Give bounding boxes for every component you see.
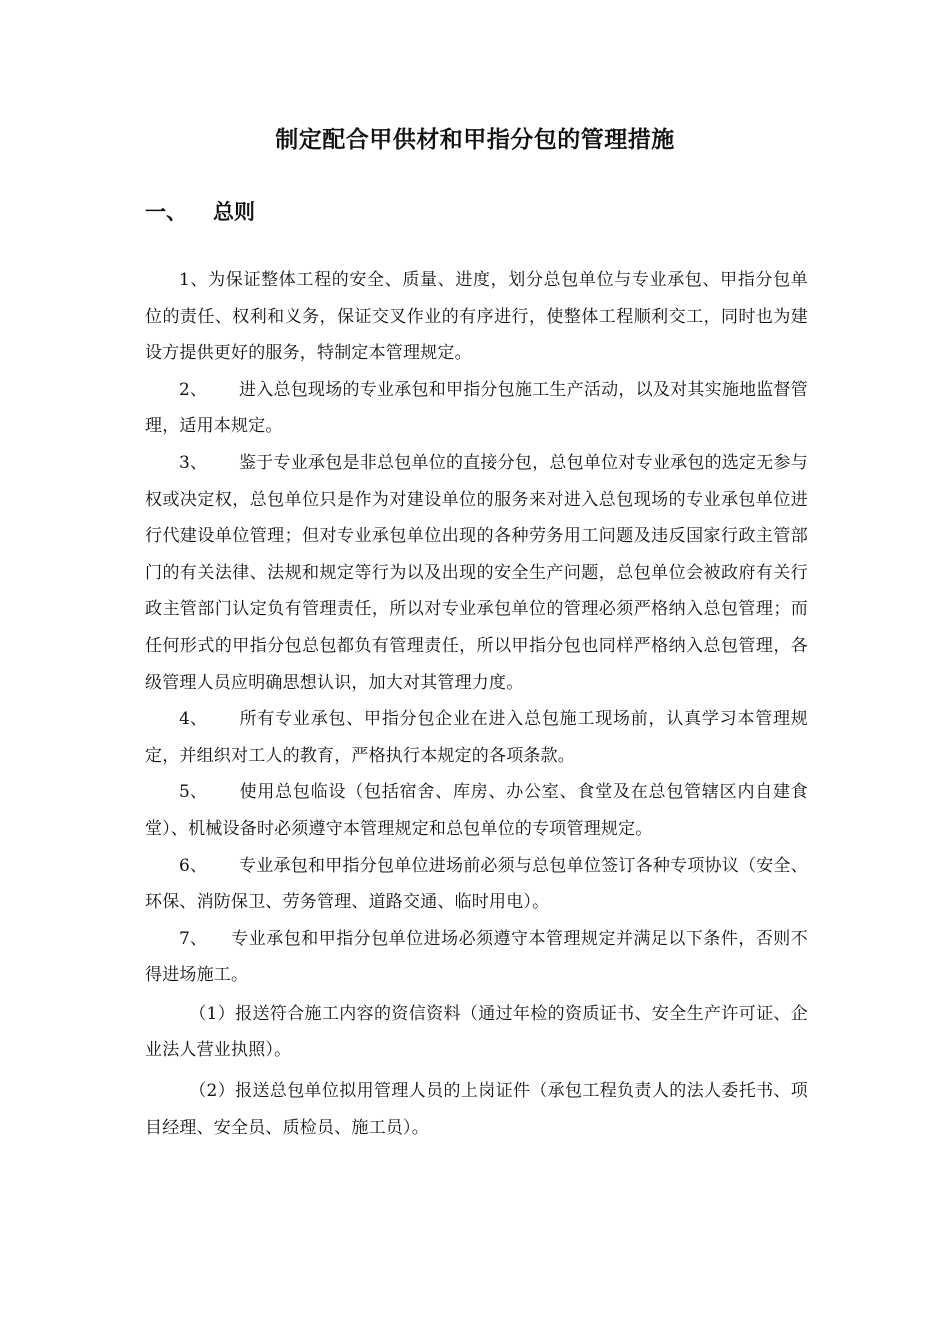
- paragraph-text: 专业承包和甲指分包单位进场前必须与总包单位签订各种专项协议（安全、环保、消防保卫、劳务管理、道路交通、临时用电）。: [145, 855, 808, 913]
- section-heading: [145, 195, 255, 229]
- paragraph-6: [145, 848, 808, 921]
- paragraph-number: 5、: [179, 782, 208, 803]
- paragraph-text: 使用总包临设（包括宿舍、库房、办公室、食堂及在总包管辖区内自建食堂）、机械设备时必须遵守本管理规定和总包单位的专项管理规定。: [145, 782, 808, 839]
- paragraph-4: [145, 701, 808, 774]
- document-title: 制定配合甲供材和甲指分包的管理措施: [275, 127, 675, 153]
- sub-item-1: [145, 996, 808, 1069]
- paragraph-7: [145, 921, 808, 994]
- document-body: [145, 262, 808, 1146]
- paragraph-text: 进入总包现场的专业承包和甲指分包施工生产活动，以及对其实施地监督管理，适用本规定。: [145, 379, 808, 437]
- paragraph-number: 7、: [179, 928, 208, 949]
- section-number: 一、: [145, 200, 187, 224]
- paragraph-5: [145, 774, 808, 847]
- paragraph-text: 1、为保证整体工程的安全、质量、进度，划分总包单位与专业承包、甲指分包单位的责任、权利和义务，保证交叉作业的有序进行，使整体工程顺利交工，同时也为建设方提供更好的服务，特制定本管理规定。: [145, 270, 808, 364]
- paragraph-text: 鉴于专业承包是非总包单位的直接分包，总包单位对专业承包的选定无参与权或决定权，总包单位只是作为对建设单位的服务来对进入总包现场的专业承包单位进行代建设单位管理；但对专业承包单位出现的各种劳务用工问题及违反国家行政主管部门的有关法律、法规和规定等行为以及出现的安全生产问题，总包单位会被政府有关行政主管部门认定负有管理责任，所以对专业承包单位的管理必须严格纳入总包管理；而任何形式的甲指分包总包都负有管理责任，所以甲指分包也同样严格纳入总包管理，各级管理人员应明确思想认识，加大对其管理力度。: [145, 452, 808, 693]
- paragraph-text: 所有专业承包、甲指分包企业在进入总包施工现场前，认真学习本管理规定，并组织对工人的教育，严格执行本规定的各项条款。: [145, 709, 808, 766]
- paragraph-number: 3、: [179, 452, 208, 473]
- paragraph-text: （2）报送总包单位拟用管理人员的上岗证件（承包工程负责人的法人委托书、项目经理、安全员、质检员、施工员）。: [145, 1081, 808, 1138]
- paragraph-2: [145, 372, 808, 445]
- paragraph-3: [145, 445, 808, 701]
- paragraph-text: （1）报送符合施工内容的资信资料（通过年检的资质证书、安全生产许可证、企业法人营业执照）。: [145, 1003, 808, 1061]
- paragraph-1: [145, 262, 808, 372]
- paragraph-text: 专业承包和甲指分包单位进场必须遵守本管理规定并满足以下条件，否则不得进场施工。: [145, 928, 808, 986]
- section-title: 总则: [213, 200, 255, 224]
- paragraph-number: 2、: [179, 379, 208, 400]
- paragraph-number: 4、: [179, 709, 208, 730]
- paragraph-number: 6、: [179, 855, 208, 876]
- sub-item-2: [145, 1073, 808, 1146]
